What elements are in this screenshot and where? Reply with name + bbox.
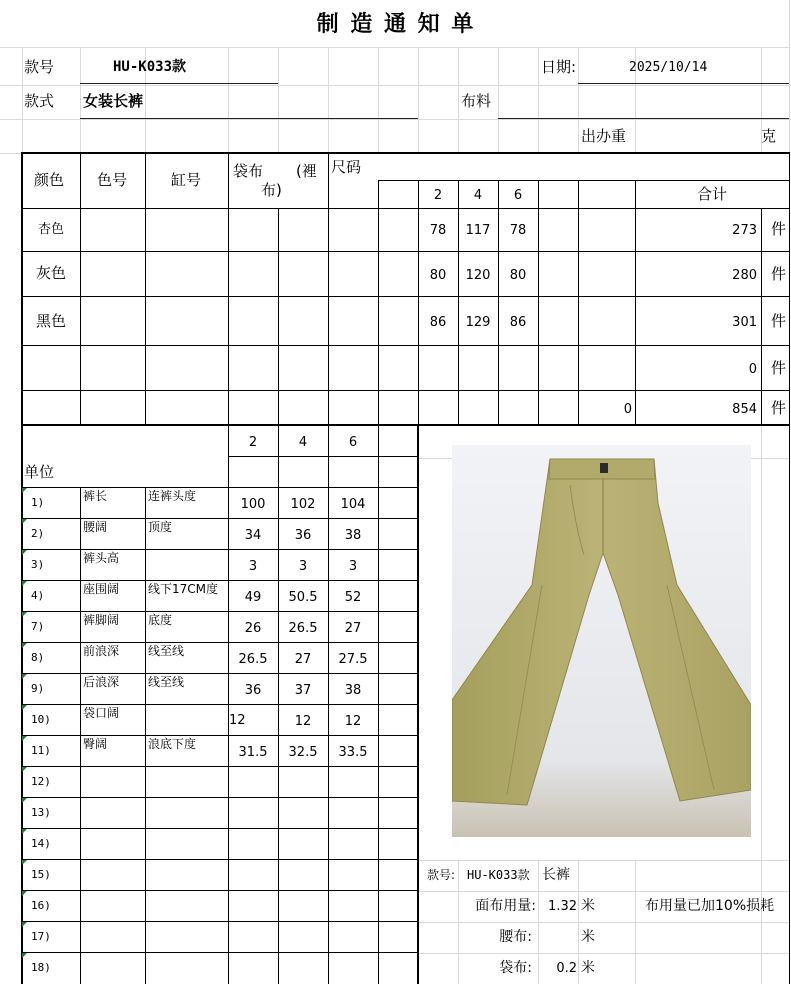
date-underline xyxy=(578,83,789,84)
qty-cell[interactable]: 78 xyxy=(509,223,527,238)
cell-note-marker xyxy=(22,581,27,586)
col-line xyxy=(228,152,229,424)
cell-note-marker xyxy=(22,767,27,772)
col-line xyxy=(145,487,146,984)
grand-zero: 0 xyxy=(623,402,632,417)
cell-note-marker xyxy=(22,488,27,493)
size-header-2: 2 xyxy=(433,188,443,203)
row-number: 17) xyxy=(31,930,51,943)
measure-value[interactable]: 26.5 xyxy=(238,652,268,667)
measure-value[interactable]: 102 xyxy=(290,497,316,512)
measure-method: 线至线 xyxy=(148,644,185,658)
qty-cell[interactable]: 117 xyxy=(465,223,491,238)
size-header-4: 4 xyxy=(473,188,483,203)
row-number: 13) xyxy=(31,806,51,819)
row-number: 14) xyxy=(31,837,51,850)
cell-note-marker xyxy=(22,736,27,741)
col-header-pocket-b: (裡 xyxy=(296,162,317,180)
measure-value[interactable]: 34 xyxy=(244,528,262,543)
measure-value[interactable]: 104 xyxy=(340,497,366,512)
fabric-usage-label: 面布用量: xyxy=(475,898,536,914)
weight-unit: 克 xyxy=(761,127,777,145)
col-line xyxy=(145,152,146,424)
row-number: 18) xyxy=(31,961,51,974)
col-line xyxy=(328,425,329,984)
cell-note-marker xyxy=(22,519,27,524)
col-line xyxy=(418,180,419,424)
measure-method: 线至线 xyxy=(148,675,185,689)
unit-pieces: 件 xyxy=(771,359,787,377)
row-color-black: 黑色 xyxy=(35,312,67,330)
row-line xyxy=(21,390,789,391)
style-no-label: 款号 xyxy=(24,58,55,76)
pocket-fabric-value[interactable]: 0.2 xyxy=(556,961,577,976)
row-number: 3) xyxy=(31,558,45,571)
row-color-apricot: 杏色 xyxy=(37,222,65,237)
row-number: 12) xyxy=(31,775,51,788)
col-line xyxy=(80,487,81,984)
pocket-fabric-unit: 米 xyxy=(581,960,595,976)
measure-value[interactable]: 26 xyxy=(244,621,262,636)
measure-value[interactable]: 27 xyxy=(294,652,312,667)
measure-value[interactable]: 12 xyxy=(294,714,312,729)
row-number: 10) xyxy=(31,713,51,726)
col-line xyxy=(578,180,579,424)
measure-value[interactable]: 26.5 xyxy=(288,621,318,636)
sheet-right-border xyxy=(789,152,790,984)
col-line xyxy=(635,180,636,424)
sample-weight-label: 出办重 xyxy=(581,127,627,145)
size-header-6: 6 xyxy=(513,188,523,203)
measure-value[interactable]: 50.5 xyxy=(288,590,318,605)
cell-note-marker xyxy=(22,643,27,648)
row-line xyxy=(21,208,789,209)
measure-value[interactable]: 32.5 xyxy=(288,745,318,760)
measure-value[interactable]: 12 xyxy=(229,713,246,728)
cell-note-marker xyxy=(22,798,27,803)
row-line xyxy=(228,456,418,457)
measure-value[interactable]: 3 xyxy=(348,559,358,574)
style-label: 款式 xyxy=(24,92,55,110)
style-no-underline xyxy=(80,83,278,84)
col-line xyxy=(228,425,229,984)
size-header-divider xyxy=(378,180,789,181)
row-color-grey: 灰色 xyxy=(35,264,67,282)
measure-part: 裤长 xyxy=(83,489,108,503)
measure-table-right-border xyxy=(417,425,419,984)
unit-label: 单位 xyxy=(24,463,55,481)
date-label: 日期: xyxy=(541,58,577,76)
row-number: 1) xyxy=(31,496,45,509)
row-number: 16) xyxy=(31,899,51,912)
measure-value[interactable]: 100 xyxy=(240,497,266,512)
measure-part: 裤头高 xyxy=(83,551,120,565)
cell-note-marker xyxy=(22,612,27,617)
col-line xyxy=(378,425,379,984)
row-line xyxy=(21,296,789,297)
unit-pieces: 件 xyxy=(771,220,787,238)
document-title: 制 造 通 知 单 xyxy=(316,12,476,37)
measure-size-6: 6 xyxy=(348,435,358,450)
fabric-usage-value[interactable]: 1.32 xyxy=(548,899,577,914)
measure-value[interactable]: 3 xyxy=(298,559,308,574)
col-line xyxy=(278,208,279,424)
measure-method: 底度 xyxy=(148,613,173,627)
unit-pieces: 件 xyxy=(771,399,787,417)
color-table-bottom xyxy=(21,424,790,426)
measure-size-4: 4 xyxy=(298,435,308,450)
qty-cell[interactable]: 120 xyxy=(465,268,491,283)
col-line xyxy=(761,208,762,424)
measure-value[interactable]: 36 xyxy=(244,683,262,698)
measure-value[interactable]: 38 xyxy=(344,528,362,543)
qty-cell[interactable]: 78 xyxy=(429,223,447,238)
grand-total: 854 xyxy=(732,402,757,417)
cell-note-marker xyxy=(22,705,27,710)
measure-value[interactable]: 27 xyxy=(344,621,362,636)
measure-size-2: 2 xyxy=(248,435,258,450)
fabric-underline xyxy=(498,118,789,119)
col-line xyxy=(328,152,329,424)
cell-note-marker xyxy=(22,860,27,865)
measure-method: 顶度 xyxy=(148,520,173,534)
col-line xyxy=(458,180,459,424)
cell-note-marker xyxy=(22,829,27,834)
qty-cell[interactable]: 86 xyxy=(429,315,447,330)
row-number: 11) xyxy=(31,744,51,757)
row-number: 4) xyxy=(31,589,45,602)
row-number: 8) xyxy=(31,651,45,664)
cell-note-marker xyxy=(22,674,27,679)
measure-value[interactable]: 36 xyxy=(294,528,312,543)
measure-part: 腰阔 xyxy=(83,520,108,534)
color-table-top xyxy=(21,152,790,154)
qty-cell[interactable]: 129 xyxy=(465,315,491,330)
summary-style-value: HU-K033款 xyxy=(467,868,530,882)
summary-style-name: 长裤 xyxy=(542,867,570,883)
cell-note-marker xyxy=(22,550,27,555)
style-underline xyxy=(80,118,418,119)
fabric-usage-unit: 米 xyxy=(581,898,595,914)
measure-part: 前浪深 xyxy=(83,644,120,658)
col-header-color: 颜色 xyxy=(34,171,65,189)
row-line xyxy=(21,345,789,346)
row-line xyxy=(21,251,789,252)
cell-note-marker xyxy=(22,891,27,896)
summary-style-label: 款号: xyxy=(427,868,456,882)
row-number: 2) xyxy=(31,527,45,540)
row-number: 7) xyxy=(31,620,45,633)
col-header-pocket-a: 袋布 xyxy=(233,162,264,180)
measure-part: 座围阔 xyxy=(83,582,120,596)
col-line xyxy=(378,180,379,424)
measure-value[interactable]: 52 xyxy=(344,590,362,605)
measure-part: 裤脚阔 xyxy=(83,613,120,627)
col-header-pocket-c: 布) xyxy=(261,181,282,199)
col-header-color-no: 色号 xyxy=(97,171,128,189)
fabric-label: 布料 xyxy=(461,92,492,110)
waist-fabric-label: 腰布: xyxy=(499,929,532,945)
qty-cell[interactable]: 80 xyxy=(429,268,447,283)
measure-value[interactable]: 33.5 xyxy=(338,745,368,760)
cell-note-marker xyxy=(22,922,27,927)
unit-pieces: 件 xyxy=(771,265,787,283)
col-header-dye-lot: 缸号 xyxy=(171,171,202,189)
garment-photo xyxy=(452,445,751,837)
style-value[interactable]: 女装长裤 xyxy=(83,92,144,110)
row-total: 280 xyxy=(732,268,757,283)
measure-value[interactable]: 38 xyxy=(344,683,362,698)
date-value[interactable]: 2025/10/14 xyxy=(629,60,708,75)
measure-value[interactable]: 49 xyxy=(244,590,262,605)
pocket-fabric-label: 袋布: xyxy=(499,960,532,976)
measure-value[interactable]: 31.5 xyxy=(238,745,268,760)
fabric-usage-note: 布用量已加10%损耗 xyxy=(645,898,775,914)
measure-method: 连裤头度 xyxy=(148,489,197,503)
measure-value[interactable]: 3 xyxy=(248,559,258,574)
col-header-total: 合计 xyxy=(696,185,728,203)
col-header-size: 尺码 xyxy=(331,158,362,176)
col-line xyxy=(278,425,279,984)
measure-value[interactable]: 37 xyxy=(294,683,312,698)
row-number: 15) xyxy=(31,868,51,881)
unit-pieces: 件 xyxy=(771,312,787,330)
row-total: 301 xyxy=(732,315,757,330)
col-line xyxy=(538,180,539,424)
waist-fabric-unit: 米 xyxy=(581,929,595,945)
measure-part: 袋口阔 xyxy=(83,706,120,720)
col-line xyxy=(498,180,499,424)
measure-method: 线下17CM度 xyxy=(148,582,219,596)
row-total: 273 xyxy=(732,223,757,238)
qty-cell[interactable]: 86 xyxy=(509,315,527,330)
row-total: 0 xyxy=(748,362,757,377)
qty-cell[interactable]: 80 xyxy=(509,268,527,283)
col-line xyxy=(80,152,81,424)
cell-note-marker xyxy=(22,953,27,958)
row-number: 9) xyxy=(31,682,45,695)
measure-part: 臀阔 xyxy=(83,737,108,751)
measure-part: 后浪深 xyxy=(83,675,120,689)
measure-value[interactable]: 27.5 xyxy=(338,652,368,667)
measure-method: 浪底下度 xyxy=(148,737,197,751)
measure-value[interactable]: 12 xyxy=(344,714,362,729)
style-no-value[interactable]: HU-K033款 xyxy=(113,59,187,75)
